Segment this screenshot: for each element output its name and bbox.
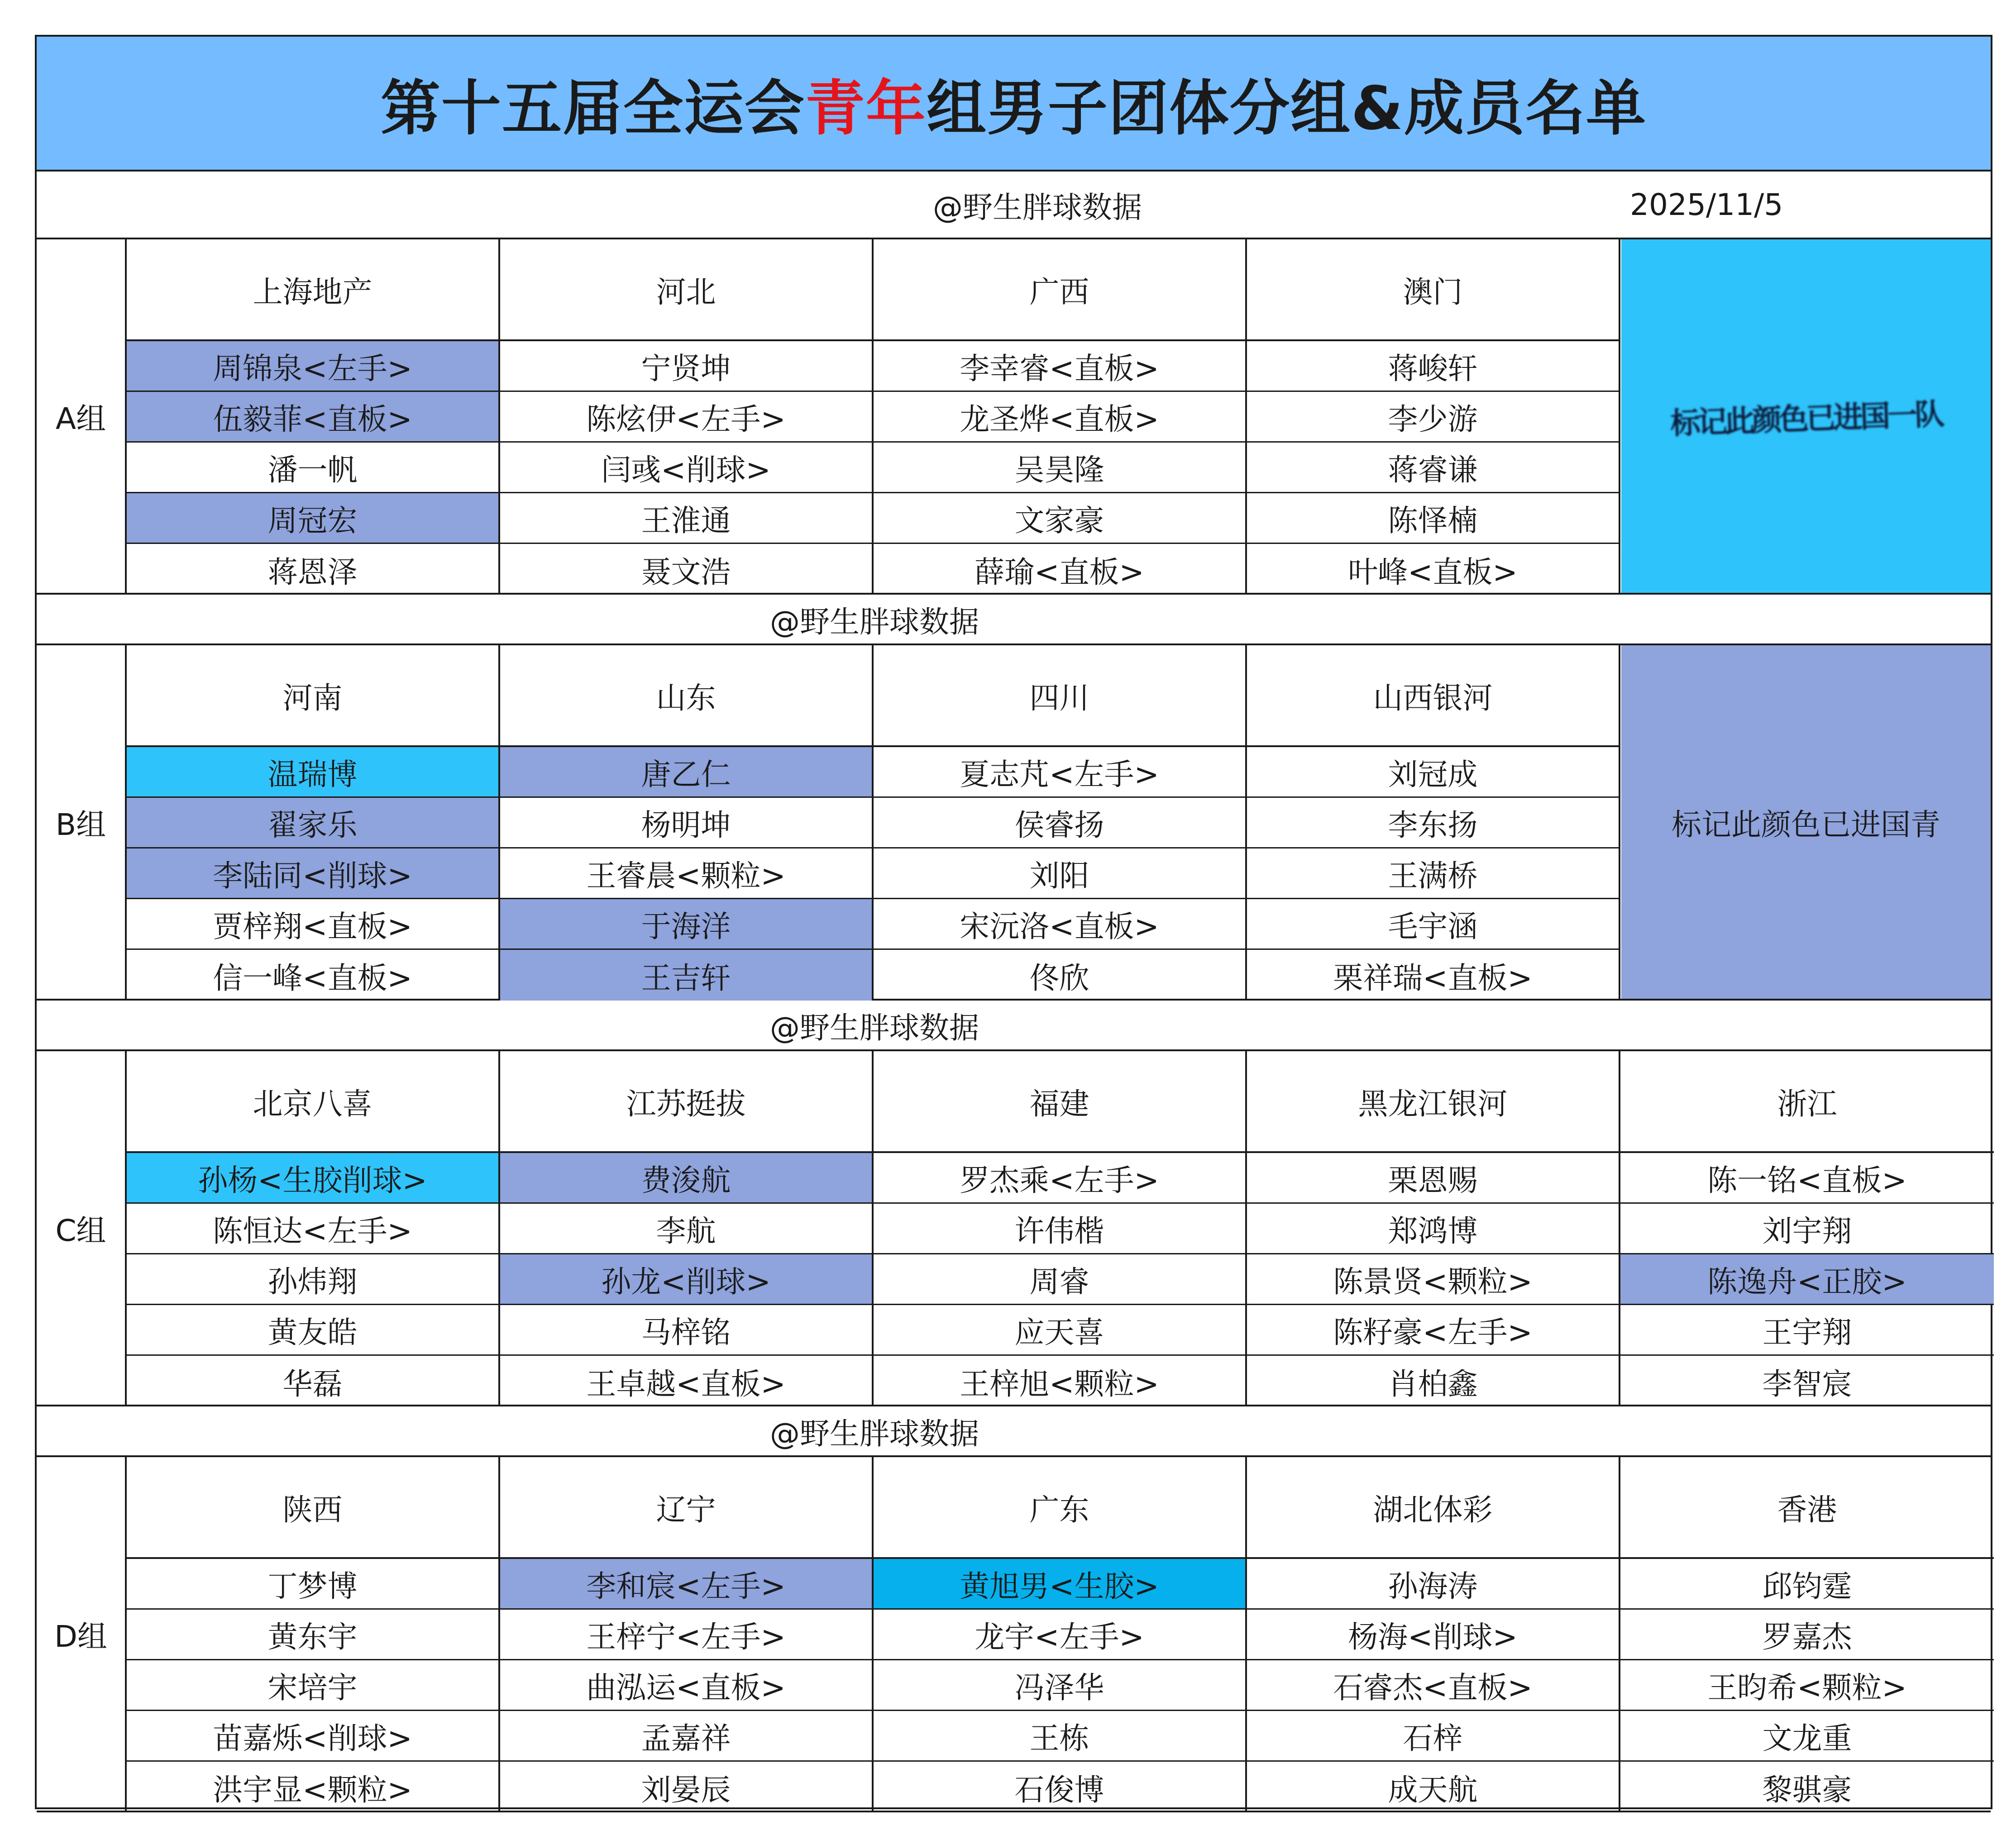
player-cell: 王睿晨<颗粒> [500, 848, 872, 899]
group-label: C组 [37, 1051, 127, 1405]
player-cell: 李东扬 [1247, 798, 1619, 848]
player-cell: 洪宇显<颗粒> [213, 1772, 412, 1807]
group-section [37, 1051, 1991, 1406]
player-cell: 成天航 [1388, 1772, 1478, 1807]
author-handle: @野生胖球数据 [933, 190, 1142, 225]
player-cell: 于海洋 [500, 899, 872, 950]
group-label: A组 [37, 239, 127, 593]
player-cell: 肖柏鑫 [1388, 1366, 1478, 1401]
player-cell: 贾梓翔<直板> [127, 899, 498, 950]
player-cell: 黄友皓 [127, 1305, 498, 1356]
team-column [874, 645, 1247, 999]
team-column [1247, 645, 1620, 999]
player-cell: 夏志芃<左手> [874, 747, 1245, 798]
player-cell: 王梓宁<左手> [500, 1610, 872, 1660]
player-cell: 许伟楷 [874, 1204, 1245, 1254]
player-cell: 翟家乐 [127, 798, 498, 848]
player-cell: 李和宸<左手> [500, 1559, 872, 1610]
team-column [500, 645, 874, 999]
player-cell: 刘宇翔 [1620, 1204, 1994, 1254]
player-cell: 蒋峻轩 [1247, 341, 1619, 392]
separator-handle: @野生胖球数据 [770, 1010, 979, 1045]
group-label: D组 [37, 1457, 127, 1811]
player-cell: 王昀希<颗粒> [1620, 1660, 1994, 1711]
player-cell: 蒋恩泽 [268, 554, 358, 590]
player-cell: 叶峰<直板> [1348, 554, 1518, 590]
team-column [127, 645, 500, 999]
player-cell: 栗祥瑞<直板> [1333, 960, 1533, 996]
separator-handle: @野生胖球数据 [770, 604, 979, 639]
team-column [1247, 239, 1620, 593]
player-cell: 李智宸 [1762, 1366, 1852, 1401]
team-column [127, 1457, 500, 1811]
team-name: 山东 [500, 645, 872, 747]
player-cell: 龙宇<左手> [874, 1610, 1245, 1660]
player-cell: 杨明坤 [500, 798, 872, 848]
player-cell: 陈籽豪<左手> [1247, 1305, 1619, 1356]
team-name: 广西 [874, 239, 1245, 341]
group-section [37, 645, 1991, 1001]
page-title [37, 37, 1991, 172]
player-cell: 罗嘉杰 [1620, 1610, 1994, 1660]
player-cell: 闫彧<削球> [500, 443, 872, 493]
team-name: 江苏挺拔 [500, 1051, 872, 1153]
player-cell: 侯睿扬 [874, 798, 1245, 848]
player-cell: 李少游 [1247, 392, 1619, 443]
player-cell: 王卓越<直板> [586, 1366, 786, 1401]
team-name: 北京八喜 [127, 1051, 498, 1153]
player-cell: 陈逸舟<正胶> [1620, 1254, 1994, 1305]
player-cell: 陈怿楠 [1247, 493, 1619, 544]
player-cell: 孙炜翔 [127, 1254, 498, 1305]
player-cell: 马梓铭 [500, 1305, 872, 1356]
player-cell: 王梓旭<颗粒> [960, 1366, 1159, 1401]
legend-scribbled-note: 标记此颜色已进国一队 [1670, 396, 1943, 441]
team-name: 四川 [874, 645, 1245, 747]
player-cell: 黄东宇 [127, 1610, 498, 1660]
legend-youth-team: 标记此颜色已进国青 [1621, 645, 1991, 999]
player-cell: 王栋 [874, 1711, 1245, 1762]
team-column [874, 1457, 1247, 1811]
player-cell: 伍毅菲<直板> [127, 392, 498, 443]
player-cell: 周睿 [874, 1254, 1245, 1305]
watermark-separator [37, 595, 1991, 645]
player-cell: 宋培宇 [127, 1660, 498, 1711]
player-cell: 吴昊隆 [874, 443, 1245, 493]
team-column [500, 1051, 874, 1405]
player-cell: 郑鸿博 [1247, 1204, 1619, 1254]
player-cell: 佟欣 [1029, 960, 1089, 996]
player-cell: 罗杰乘<左手> [874, 1153, 1245, 1204]
player-cell: 冯泽华 [874, 1660, 1245, 1711]
player-cell: 周锦泉<左手> [127, 341, 498, 392]
player-cell: 孟嘉祥 [500, 1711, 872, 1762]
player-cell: 信一峰<直板> [213, 960, 412, 996]
player-cell: 黄旭男<生胶> [874, 1559, 1245, 1610]
team-name: 澳门 [1247, 239, 1619, 341]
player-cell: 薛瑜<直板> [975, 554, 1144, 590]
team-name: 辽宁 [500, 1457, 872, 1559]
player-cell: 潘一帆 [127, 443, 498, 493]
player-cell: 石睿杰<直板> [1247, 1660, 1619, 1711]
watermark-separator [37, 1001, 1991, 1051]
team-name: 河北 [500, 239, 872, 341]
player-cell: 文龙重 [1620, 1711, 1994, 1762]
player-cell: 李航 [500, 1204, 872, 1254]
separator-handle: @野生胖球数据 [770, 1416, 979, 1451]
team-column [1247, 1457, 1620, 1811]
player-cell: 陈一铭<直板> [1620, 1153, 1994, 1204]
player-cell: 陈炫伊<左手> [500, 392, 872, 443]
group-section [37, 239, 1991, 595]
player-cell: 苗嘉烁<削球> [127, 1711, 498, 1762]
title-part2: 组男子团体分组&成员名单 [926, 74, 1647, 143]
player-cell: 刘阳 [874, 848, 1245, 899]
team-name: 陕西 [127, 1457, 498, 1559]
player-cell: 应天喜 [874, 1305, 1245, 1356]
player-cell: 黎骐豪 [1762, 1772, 1852, 1807]
player-cell: 石俊博 [1014, 1772, 1104, 1807]
player-cell: 温瑞博 [127, 747, 498, 798]
player-cell: 曲泓运<直板> [500, 1660, 872, 1711]
player-cell: 孙杨<生胶削球> [127, 1153, 498, 1204]
player-cell: 陈恒达<左手> [127, 1204, 498, 1254]
team-column [500, 1457, 874, 1811]
subheader [37, 172, 1991, 239]
group-label: B组 [37, 645, 127, 999]
player-cell: 文家豪 [874, 493, 1245, 544]
player-cell: 费浚航 [500, 1153, 872, 1204]
player-cell: 王吉轩 [500, 950, 872, 1001]
player-cell: 毛宇涵 [1247, 899, 1619, 950]
player-cell: 栗恩赐 [1247, 1153, 1619, 1204]
team-column [874, 1051, 1247, 1405]
publish-date: 2025/11/5 [1630, 187, 1783, 222]
team-name: 广东 [874, 1457, 1245, 1559]
player-cell: 杨海<削球> [1247, 1610, 1619, 1660]
team-name: 香港 [1620, 1457, 1994, 1559]
team-column [127, 239, 500, 593]
player-cell: 聂文浩 [641, 554, 731, 590]
team-column [1620, 1051, 1994, 1405]
team-name: 山西银河 [1247, 645, 1619, 747]
player-cell: 陈景贤<颗粒> [1247, 1254, 1619, 1305]
roster-sheet [35, 35, 1992, 1809]
team-column [1247, 1051, 1620, 1405]
player-cell: 刘冠成 [1247, 747, 1619, 798]
legend-national-team [1621, 239, 1991, 593]
player-cell: 王宇翔 [1620, 1305, 1994, 1356]
player-cell: 李陆同<削球> [127, 848, 498, 899]
team-name: 河南 [127, 645, 498, 747]
team-name: 福建 [874, 1051, 1245, 1153]
player-cell: 唐乙仁 [500, 747, 872, 798]
player-cell: 蒋睿谦 [1247, 443, 1619, 493]
player-cell: 王淮通 [500, 493, 872, 544]
player-cell: 孙海涛 [1247, 1559, 1619, 1610]
player-cell: 刘晏辰 [641, 1772, 731, 1807]
watermark-separator [37, 1406, 1991, 1457]
title-part1: 第十五届全运会 [380, 74, 805, 143]
team-name: 黑龙江银河 [1247, 1051, 1619, 1153]
player-cell: 宋沅洛<直板> [874, 899, 1245, 950]
player-cell: 周冠宏 [127, 493, 498, 544]
player-cell: 孙龙<削球> [500, 1254, 872, 1305]
team-name: 浙江 [1620, 1051, 1994, 1153]
player-cell: 王满桥 [1247, 848, 1619, 899]
team-name: 湖北体彩 [1247, 1457, 1619, 1559]
team-column [1620, 1457, 1994, 1811]
team-column [874, 239, 1247, 593]
player-cell: 丁梦博 [127, 1559, 498, 1610]
group-section [37, 1457, 1991, 1812]
title-accent: 青年 [805, 74, 927, 143]
team-column [500, 239, 874, 593]
player-cell: 宁贤坤 [500, 341, 872, 392]
player-cell: 龙圣烨<直板> [874, 392, 1245, 443]
player-cell: 邱钧霆 [1620, 1559, 1994, 1610]
player-cell: 李幸睿<直板> [874, 341, 1245, 392]
team-column [127, 1051, 500, 1405]
player-cell: 石梓 [1247, 1711, 1619, 1762]
team-name: 上海地产 [127, 239, 498, 341]
player-cell: 华磊 [282, 1366, 343, 1401]
